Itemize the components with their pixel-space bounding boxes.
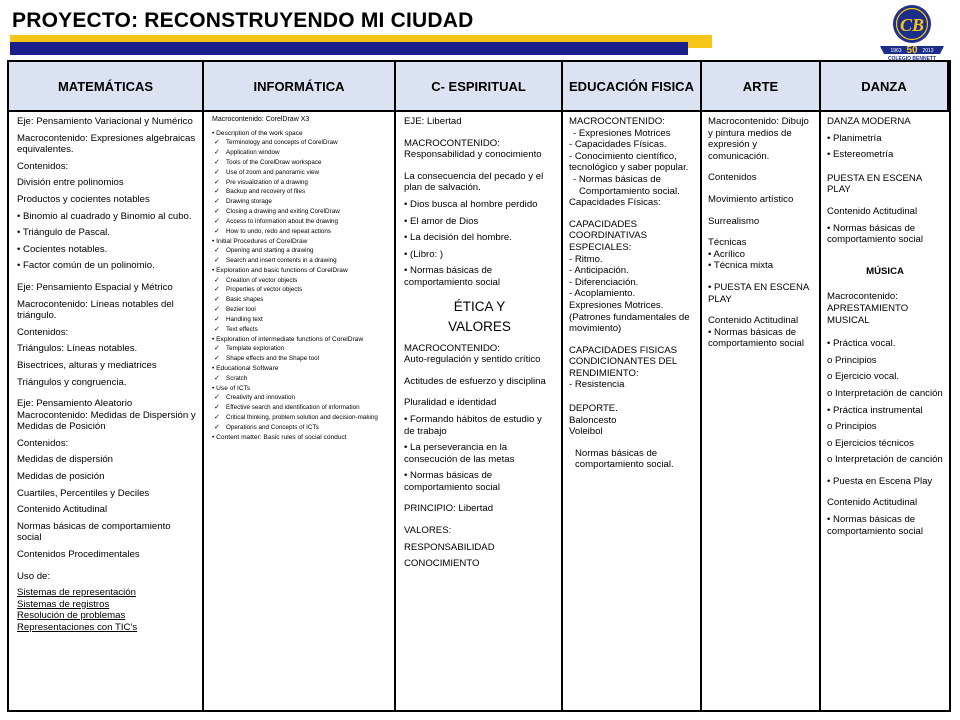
text-line: Bisectrices, alturas y mediatrices [17, 359, 157, 371]
section-label: • Content matter: Basic rules of social conduct [212, 434, 388, 442]
list-item: o Interpretación de canción [827, 454, 943, 466]
text-line: Contenidos: [17, 437, 69, 449]
checklist-item: ✓ Effective search and identification of information [212, 404, 388, 412]
section-label: • Exploration and basic functions of CorelDraw [212, 267, 388, 275]
text-line: Medidas de posición [17, 471, 105, 483]
text-line: MACROCONTENIDO: [569, 116, 665, 127]
list-item: o Ejercicio vocal. [827, 371, 899, 383]
checklist-item: ✓ Drawing storage [212, 198, 388, 206]
column-header-espiritual: C- ESPIRITUAL [396, 62, 563, 112]
page-title: PROYECTO: RECONSTRUYENDO MI CIUDAD [12, 9, 474, 32]
text-line: División entre polinomios [17, 177, 124, 189]
cell-informatica [204, 112, 396, 710]
checklist-item: ✓ Creation of vector objects [212, 277, 388, 285]
text-line: PUESTA EN ESCENA PLAY [827, 172, 922, 196]
text-line: CONOCIMIENTO [404, 558, 480, 570]
list-item: o Interpretación de canción [827, 387, 943, 399]
text-line: Productos y cocientes notables [17, 193, 150, 205]
text-line: Técnicas [708, 237, 747, 249]
list-item-text: Ejercicio vocal. [835, 371, 899, 383]
text-line: - Capacidades Físicas. [569, 139, 667, 151]
text-line: Capacidades Físicas: [569, 197, 661, 209]
list-item: • Formando hábitos de estudio y de trabajo [404, 414, 555, 437]
list-item: • La decisión del hombre. [404, 232, 555, 244]
section-label: • Initial Procedures of CorelDraw [212, 238, 388, 246]
text-line: Voleibol [569, 426, 603, 438]
section-heading-etica [404, 297, 555, 337]
text-line: Baloncesto [569, 414, 617, 426]
list-item-text: Ejercicios técnicos [835, 437, 914, 449]
section-heading-musica: MÚSICA [866, 265, 904, 277]
text-line: Contenidos Procedimentales [17, 549, 140, 561]
section-label: • Use of ICTs [212, 385, 388, 393]
checklist-item: ✓ Search and insert contents in a drawing [212, 257, 388, 265]
text-line: - Conocimiento científico, tecnológico y saber popular. [569, 150, 689, 174]
text-line: Uso de: [17, 570, 51, 582]
checklist-item: ✓ Critical thinking, problem solution and decision-making [212, 414, 388, 422]
column-header-matematicas: MATEMÁTICAS [9, 62, 204, 112]
text-line: Macrocontenido: Expresiones algebraicas equivalentes. [17, 132, 196, 156]
column-header-educacion-fisica: EDUCACIÓN FISICA [563, 62, 702, 112]
logo-year-right: 2013 [922, 48, 934, 54]
text-line: MACROCONTENIDO: Responsabilidad y conocimiento [404, 137, 542, 161]
text-line: Expresiones Motrices.(Patrones fundamentales de movimiento) [569, 299, 690, 335]
section-label: • Description of the work space [212, 130, 388, 138]
text-line: Contenidos: [17, 326, 69, 338]
heading-line: ÉTICA Y [453, 298, 506, 314]
text-line: - Anticipación. [569, 265, 629, 277]
text-line: Contenidos: [17, 160, 69, 172]
checklist-item: ✓ Shape effects and the Shape tool [212, 355, 388, 363]
column-header-arte: ARTE [702, 62, 821, 112]
cell-danza [821, 112, 949, 710]
list-item: • PUESTA EN ESCENA PLAY [708, 282, 813, 305]
text-line: Contenido Actitudinal [17, 504, 108, 516]
list-item: • Práctica vocal. [827, 338, 943, 350]
list-item: Resolución de problemas [17, 610, 126, 622]
text-line: Eje: Pensamiento Espacial y Métrico [17, 281, 173, 293]
list-item: Sistemas de registros [17, 598, 110, 610]
checklist-item: ✓ Access to information about the drawing [212, 218, 388, 226]
text-line: Movimiento artístico [708, 193, 794, 205]
list-item: • Triángulo de Pascal. [17, 227, 196, 239]
text-line: - Expresiones Motrices [573, 127, 671, 139]
title-underline-navy [10, 42, 688, 55]
text-line: Contenido Actitudinal [708, 315, 799, 327]
column-header-informatica: INFORMÁTICA [204, 62, 396, 112]
text-line: Macrocontenido: Medidas de Dispersión y Medidas de Posición [17, 409, 196, 433]
cell-arte [702, 112, 821, 710]
curriculum-table [7, 60, 951, 712]
checklist-item: ✓ Tools of the CorelDraw workspace [212, 159, 388, 167]
checklist-item: ✓ Closing a drawing and exiting CorelDraw [212, 208, 388, 216]
checklist-item: ✓ Creativity and innovation [212, 394, 388, 402]
list-item: • Dios busca al hombre perdido [404, 199, 555, 211]
text-line: - Resistencia [569, 379, 625, 391]
text-line: Contenidos [708, 172, 757, 184]
checklist-item: ✓ Basic shapes [212, 296, 388, 304]
list-item: • Factor común de un polinomio. [17, 260, 196, 272]
text-line: DEPORTE. [569, 403, 618, 415]
column-header-danza: DANZA [821, 62, 949, 112]
cell-matematicas [9, 112, 204, 710]
checklist-item: ✓ Handling text [212, 316, 388, 324]
list-item: • (Libro: ) [404, 249, 555, 261]
list-item: • Normas básicas de comportamiento social [404, 265, 555, 288]
text-line: Triángulos: Líneas notables. [17, 343, 138, 355]
checklist-item: ✓ Pre visualization of a drawing [212, 179, 388, 187]
text-line: Auto-regulación y sentido crítico [404, 354, 541, 366]
checklist-item: ✓ Opening and starting a drawing [212, 247, 388, 255]
checklist-item: ✓ Bezier tool [212, 306, 388, 314]
text-line: Macrocontenido: APRESTAMIENTO MUSICAL [827, 291, 909, 326]
text-line: Macrocontenido: CorelDraw X3 [212, 116, 310, 123]
section-label: • Exploration of intermediate functions of CorelDraw [212, 336, 388, 344]
checklist-item: ✓ Use of zoom and panoramic view [212, 169, 388, 177]
cell-espiritual [396, 112, 563, 710]
list-item: • Acrílico [708, 249, 813, 261]
text-line: DANZA MODERNA [827, 116, 911, 127]
list-item: • La perseverancia en la consecución de las metas [404, 442, 555, 465]
text-line: - Diferenciación. [569, 276, 639, 288]
checklist-item: ✓ Application window [212, 149, 388, 157]
section-label: • Educational Software [212, 365, 388, 373]
text-line: Macrocontenido: Líneas notables del triángulo. [17, 298, 174, 322]
list-item-text: Interpretación de canción [835, 454, 943, 466]
list-item: • Planimetría [827, 133, 943, 145]
checklist-item: ✓ Properties of vector objects [212, 286, 388, 294]
text-line: Surrealismo [708, 215, 760, 227]
text-line: CAPACIDADES COORDINATIVAS ESPECIALES: [569, 218, 647, 253]
list-item: • Cocientes notables. [17, 244, 196, 256]
list-item: Sistemas de representación [17, 587, 136, 599]
checklist-item: ✓ Scratch [212, 375, 388, 383]
cell-educacion-fisica [563, 112, 702, 710]
checklist-item: ✓ How to undo, redo and repeat actions [212, 228, 388, 236]
list-item: • Normas básicas de comportamiento social [827, 223, 943, 246]
list-item: • Puesta en Escena Play [827, 476, 943, 488]
logo-year-left: 1963 [890, 48, 902, 54]
text-line: VALORES: [404, 525, 452, 537]
text-line: Eje: Pensamiento Variacional y Numérico [17, 116, 193, 127]
text-line: Actitudes de esfuerzo y disciplina [404, 375, 546, 387]
text-line: Normas básicas de comportamiento social. [575, 447, 674, 471]
text-line: - Normas básicas de Comportamiento social. [573, 173, 680, 197]
text-line: Cuartiles, Percentiles y Deciles [17, 487, 150, 499]
list-item: • Estereometría [827, 149, 943, 161]
logo-monogram: CB [899, 15, 925, 35]
text-line: - Ritmo. [569, 253, 603, 265]
text-line: Medidas de dispersión [17, 454, 113, 466]
list-item-text: Interpretación de canción [835, 387, 943, 399]
checklist-item: ✓ Template exploration [212, 345, 388, 353]
text-line: MACROCONTENIDO: [404, 342, 500, 354]
checklist-item: ✓ Text effects [212, 326, 388, 334]
text-line: Contenido Actitudinal [827, 497, 918, 509]
list-item: • Normas básicas de comportamiento social [404, 470, 555, 493]
logo-school-name: COLEGIO BENNETT [887, 56, 937, 62]
text-line: Triángulos y congruencia. [17, 376, 127, 388]
text-line: Normas básicas de comportamiento social [17, 520, 171, 544]
text-line: Contenido Actitudinal [827, 205, 918, 217]
list-item-text: Principios [835, 421, 877, 433]
list-item: o Principios [827, 421, 877, 433]
text-line: PRINCIPIO: Libertad [404, 503, 494, 515]
text-line: - Acoplamiento. [569, 288, 636, 300]
list-item: Representaciones con TIC’s [17, 622, 138, 633]
checklist-item: ✓ Terminology and concepts of CorelDraw [212, 139, 388, 147]
list-item: • Práctica instrumental [827, 405, 943, 417]
list-item: • Normas básicas de comportamiento social [708, 327, 813, 350]
text-line: Pluralidad e identidad [404, 397, 497, 409]
text-line: La consecuencia del pecado y el plan de salvación. [404, 170, 544, 194]
checklist-item: ✓ Operations and Concepts of ICTs [212, 424, 388, 432]
text-line: Eje: Pensamiento Aleatorio [17, 398, 133, 410]
school-logo [872, 2, 952, 62]
heading-line: VALORES [448, 318, 511, 334]
list-item: • Normas básicas de comportamiento social [827, 514, 943, 537]
text-line: RESPONSABILIDAD [404, 541, 495, 553]
list-item: • El amor de Dios [404, 216, 555, 228]
logo-anniversary: 50 [906, 45, 918, 56]
list-item-text: Principios [835, 354, 877, 366]
text-line: EJE: Libertad [404, 116, 462, 127]
list-item: • Técnica mixta [708, 260, 813, 272]
text-line: Macrocontenido: Dibujo y pintura medios de expresión y comunicación. [708, 116, 809, 162]
list-item: • Binomio al cuadrado y Binomio al cubo. [17, 211, 196, 223]
list-item: o Ejercicios técnicos [827, 437, 914, 449]
text-line: CAPACIDADES FISICAS CONDICIONANTES DEL RENDIMIENTO: [569, 344, 678, 379]
list-item: o Principios [827, 354, 877, 366]
checklist-item: ✓ Backup and recovery of files [212, 188, 388, 196]
